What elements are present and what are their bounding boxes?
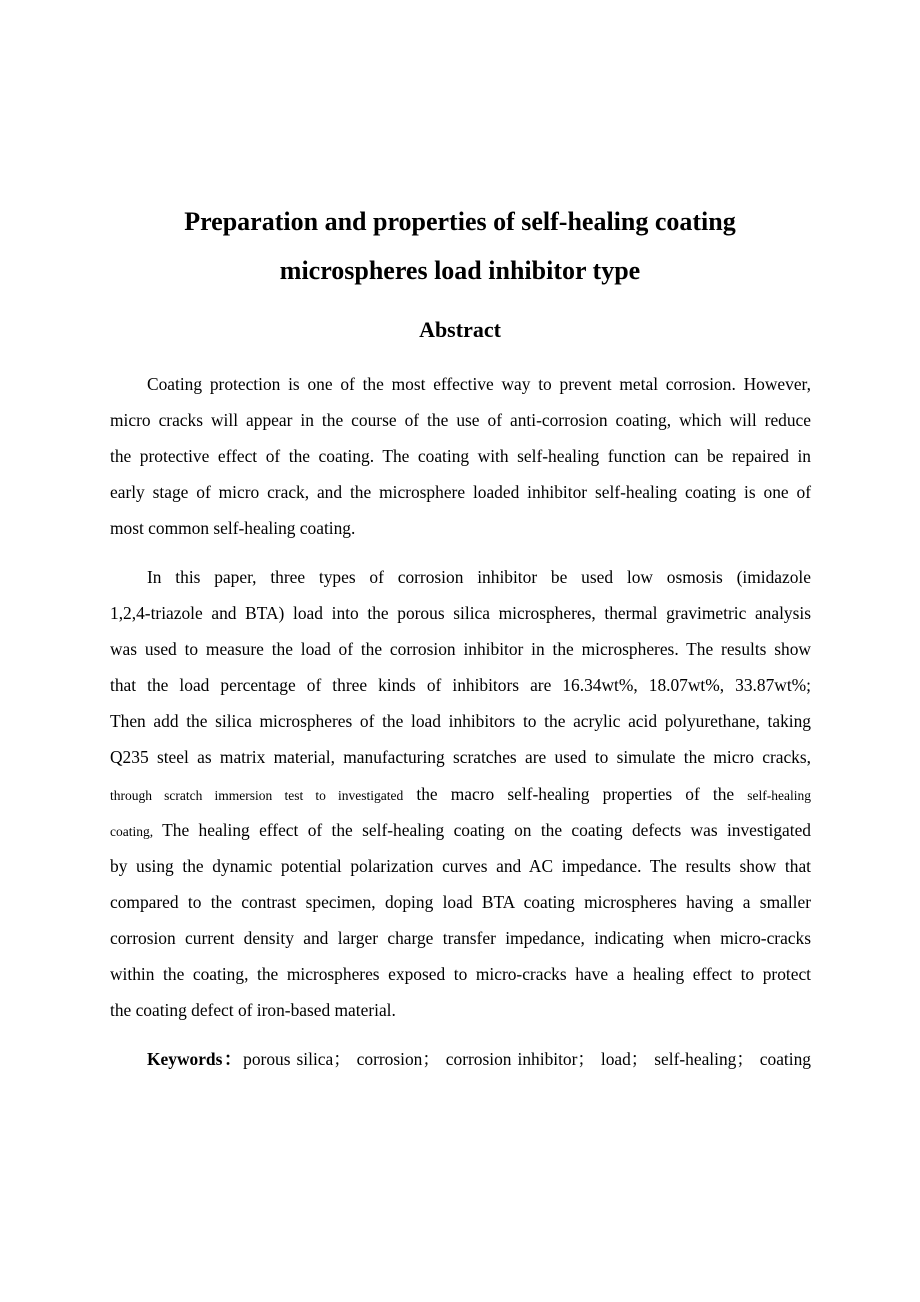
normal-text: The healing effect of the self-healing coating on the coating defects was investigated	[162, 820, 811, 840]
paragraph-line-mixed	[110, 782, 811, 808]
paragraph-line: the coating defect of iron-based material.	[110, 1000, 396, 1020]
keyword: corrosion；	[356, 1049, 440, 1069]
paragraph-line: that the load percentage of three kinds of inhibitors are 16.34wt%, 18.07wt%, 33.87wt%;	[110, 675, 811, 695]
paragraph-line: compared to the contrast specimen, doping load BTA coating microspheres having a smaller	[110, 892, 811, 912]
paragraph-line: most common self-healing coating.	[110, 518, 356, 538]
paragraph-line: micro cracks will appear in the course of the use of anti-corrosion coating, which will reduce	[110, 410, 811, 430]
small-text: through scratch immersion test to investigated	[110, 788, 404, 803]
paragraph-line: the protective effect of the coating. The coating with self-healing function can be repaired in	[110, 446, 811, 466]
title-line-1: Preparation and properties of self-healing coating	[184, 207, 736, 236]
keyword: self-healing；	[654, 1049, 754, 1069]
paragraph-line: Coating protection is one of the most effective way to prevent metal corrosion. However,	[147, 374, 811, 394]
paragraph-line: early stage of micro crack, and the microsphere loaded inhibitor self-healing coating is one of	[110, 482, 811, 502]
paragraph-line: Q235 steel as matrix material, manufacturing scratches are used to simulate the micro cracks,	[110, 747, 811, 767]
paragraph-line-mixed	[110, 818, 811, 844]
paragraph-line: was used to measure the load of the corrosion inhibitor in the microspheres. The results show	[110, 639, 811, 659]
keywords-label: Keywords：	[147, 1049, 244, 1069]
paragraph-line: In this paper, three types of corrosion inhibitor be used low osmosis (imidazole	[147, 567, 811, 587]
abstract-heading: Abstract	[419, 317, 501, 342]
keyword: corrosion inhibitor；	[445, 1049, 595, 1069]
keyword: coating	[759, 1049, 811, 1069]
paragraph-line: by using the dynamic potential polarization curves and AC impedance. The results show that	[110, 856, 811, 876]
paragraph-line: corrosion current density and larger charge transfer impedance, indicating when micro-cracks	[110, 928, 811, 948]
title-line-2: microspheres load inhibitor type	[279, 256, 641, 285]
paragraph-line: within the coating, the microspheres exposed to micro-cracks have a healing effect to protect	[110, 964, 811, 984]
paragraph-line: 1,2,4-triazole and BTA) load into the porous silica microspheres, thermal gravimetric analysis	[110, 603, 811, 623]
paragraph-line: Then add the silica microspheres of the load inhibitors to the acrylic acid polyurethane, taking	[110, 711, 811, 731]
keyword: load；	[600, 1049, 649, 1069]
normal-text: the macro self-healing properties of the	[416, 784, 735, 804]
small-text: coating,	[110, 824, 154, 839]
keyword: porous silica；	[243, 1049, 351, 1069]
keywords-line	[147, 1047, 811, 1071]
small-text: self-healing	[747, 788, 811, 803]
